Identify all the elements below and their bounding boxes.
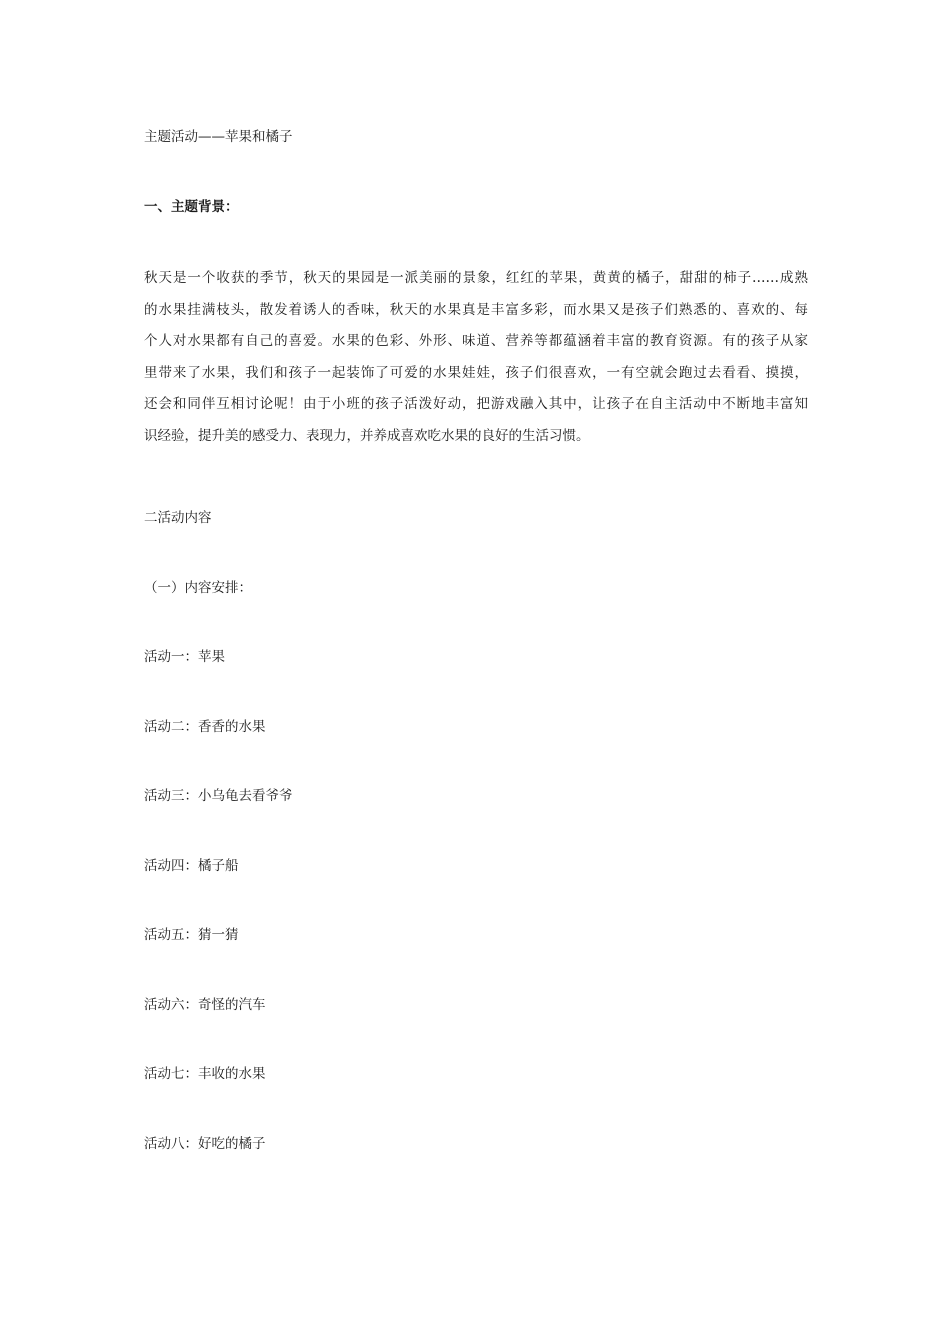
- document-title: 主题活动——苹果和橘子: [144, 129, 293, 145]
- paragraph-line: 识经验，提升美的感受力、表现力，并养成喜欢吃水果的良好的生活习惯。: [144, 427, 590, 444]
- section-heading-background: 一、主题背景：: [144, 199, 239, 215]
- paragraph-line: 的水果挂满枝头，散发着诱人的香味，秋天的水果真是丰富多彩，而水果又是孩子们熟悉的、喜欢的、每: [144, 301, 808, 318]
- background-paragraph: [144, 263, 808, 452]
- paragraph-line: 秋天是一个收获的季节，秋天的果园是一派美丽的景象，红红的苹果，黄黄的橘子，甜甜的柿子……成熟: [144, 270, 808, 286]
- paragraph-line: 个人对水果都有自己的喜爱。水果的色彩、外形、味道、营养等都蕴涵着丰富的教育资源。有的孩子从家: [144, 333, 808, 349]
- list-item: 活动七：丰收的水果: [144, 1066, 266, 1082]
- list-item: 活动三：小乌龟去看爷爷: [144, 788, 293, 804]
- subsection-heading-schedule: （一）内容安排：: [144, 580, 252, 596]
- list-item: 活动四：橘子船: [144, 858, 239, 874]
- section-heading-content: 二活动内容: [144, 510, 212, 526]
- list-item: 活动二：香香的水果: [144, 719, 266, 735]
- list-item: 活动六：奇怪的汽车: [144, 997, 266, 1013]
- list-item: 活动八：好吃的橘子: [144, 1136, 266, 1152]
- list-item: 活动五：猜一猜: [144, 927, 239, 943]
- paragraph-line: 里带来了水果，我们和孩子一起装饰了可爱的水果娃娃，孩子们很喜欢，一有空就会跑过去看看、摸摸，: [144, 364, 808, 381]
- list-item: 活动一：苹果: [144, 649, 225, 665]
- paragraph-line: 还会和同伴互相讨论呢！由于小班的孩子活泼好动，把游戏融入其中，让孩子在自主活动中不断地丰富知: [144, 396, 808, 412]
